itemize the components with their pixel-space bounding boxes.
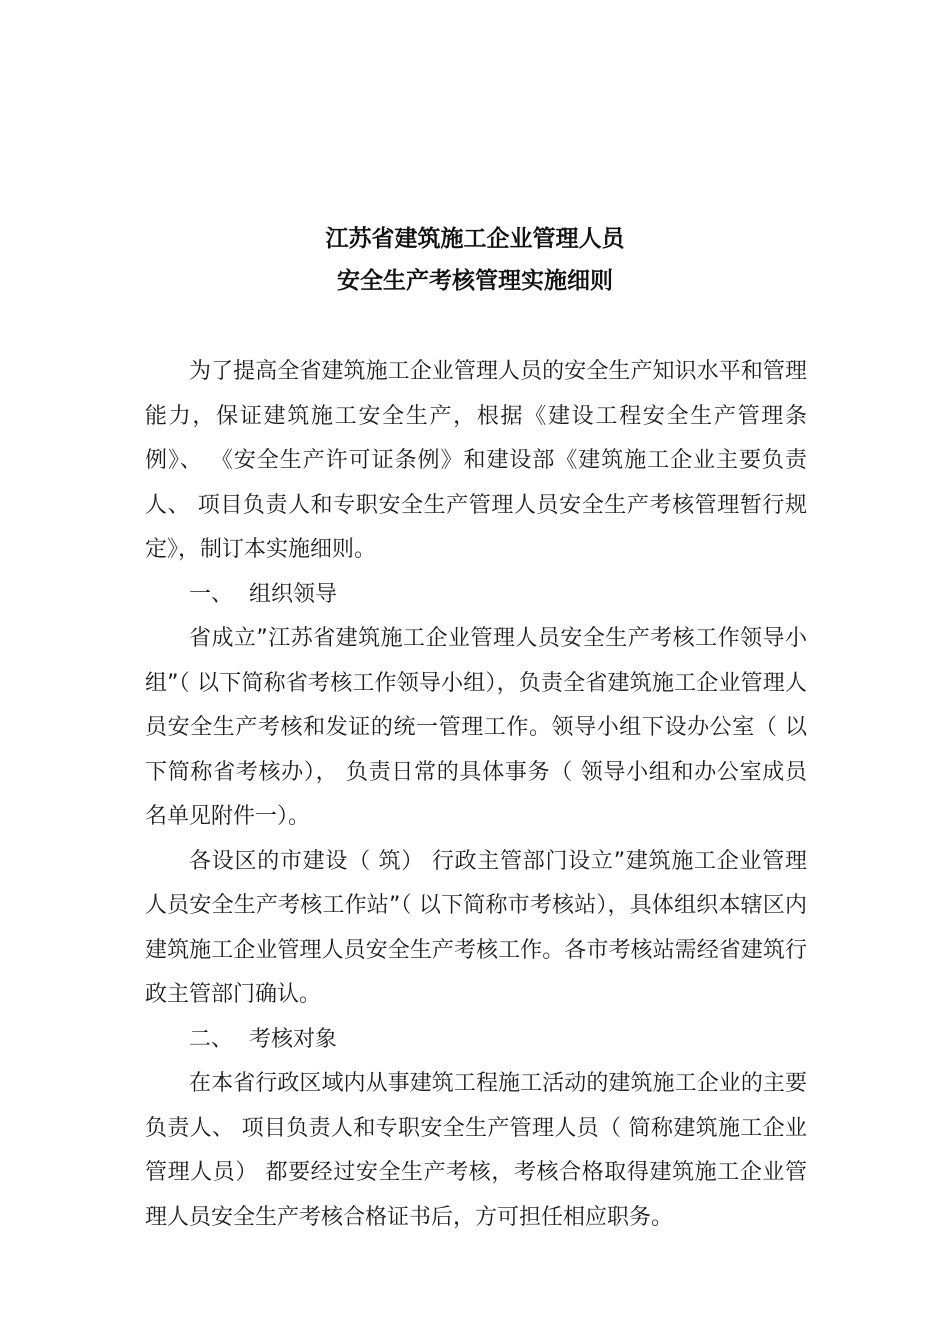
paragraph: 省成立”江苏省建筑施工企业管理人员安全生产考核工作领导小组”（ 以下简称省考核工作领导小组），负责全省建筑施工企业管理人员安全生产考核和发证的统一管理工作。领导小组下设办公室（ 以下简称省考核办）， 负责日常的具体事务（ 领导小组和办公室成员名单见附件一）。 <box>145 626 807 829</box>
section-title: 组织领导 <box>249 581 338 607</box>
paragraph: 在本省行政区域内从事建筑工程施工活动的建筑施工企业的主要负责人、 项目负责人和专职安全生产管理人员（ 简称建筑施工企业管理人员） 都要经过安全生产考核，考核合格取得建筑施工企业管理人员安全生产考核合格证书后，方可担任相应职务。 <box>145 1071 807 1230</box>
section-heading-1 <box>145 573 807 618</box>
title-line-2: 安全生产考核管理实施细则 <box>337 268 613 294</box>
section-number: 二、 <box>189 1026 234 1052</box>
title-line-1: 江苏省建筑施工企业管理人员 <box>325 226 625 252</box>
document-title <box>0 218 950 302</box>
section-number: 一、 <box>189 581 234 607</box>
document-body <box>145 350 807 1240</box>
paragraph: 各设区的市建设（ 筑） 行政主管部门设立”建筑施工企业管理人员安全生产考核工作站”（ 以下简称市考核站），具体组织本辖区内建筑施工企业管理人员安全生产考核工作。各市考核站需经省建筑行政主管部门确认。 <box>145 848 807 1007</box>
section-title: 考核对象 <box>249 1026 338 1052</box>
section-heading-2 <box>145 1018 807 1063</box>
intro-paragraph: 为了提高全省建筑施工企业管理人员的安全生产知识水平和管理能力，保证建筑施工安全生产，根据《建设工程安全生产管理条例》、 《安全生产许可证条例》和建设部《建筑施工企业主要负责人、 项目负责人和专职安全生产管理人员安全生产考核管理暂行规定》，制订本实施细则。 <box>145 359 807 562</box>
